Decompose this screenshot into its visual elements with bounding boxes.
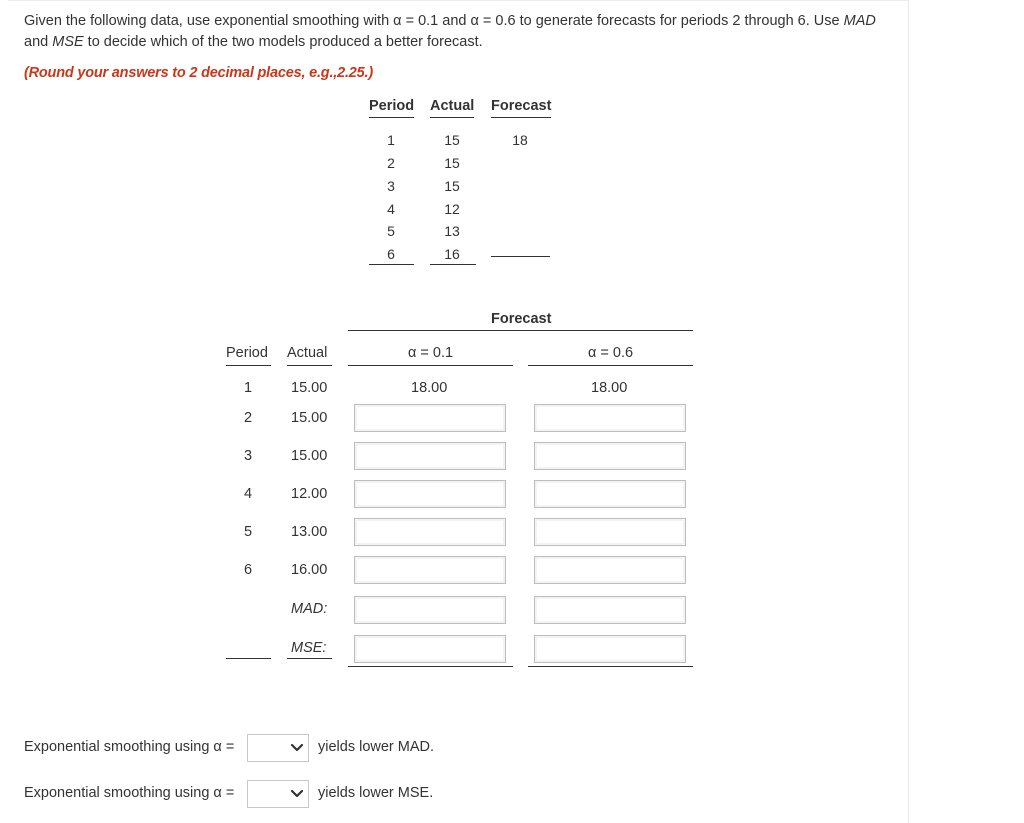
alpha1-forecast-period-2-input[interactable] bbox=[354, 404, 506, 432]
alpha1-mse-input[interactable] bbox=[354, 635, 506, 663]
data-initial-forecast: 18 bbox=[512, 132, 528, 148]
alpha2-forecast-period-2-input[interactable] bbox=[534, 404, 686, 432]
data-actual-underline bbox=[430, 264, 476, 265]
chevron-down-icon bbox=[290, 740, 304, 754]
mad-label: MAD: bbox=[291, 601, 328, 617]
data-period: 3 bbox=[387, 178, 395, 194]
alpha1-initial-forecast: 18.00 bbox=[411, 380, 448, 396]
alpha1-forecast-period-6-input[interactable] bbox=[354, 556, 506, 584]
alpha1-forecast-period-3-input[interactable] bbox=[354, 442, 506, 470]
period-header-rule bbox=[226, 365, 271, 366]
conclusion-mse-prefix: Exponential smoothing using α = bbox=[24, 785, 235, 801]
actual-cell: 15.00 bbox=[291, 448, 328, 464]
rounding-note: (Round your answers to 2 decimal places, e.g.,2.25.) bbox=[24, 65, 373, 81]
period-cell: 5 bbox=[244, 524, 253, 540]
data-period-underline bbox=[369, 264, 414, 265]
data-header-period: Period bbox=[369, 98, 414, 118]
data-period: 1 bbox=[387, 132, 395, 148]
period-cell: 2 bbox=[244, 410, 253, 426]
data-actual: 15 bbox=[444, 132, 460, 148]
data-actual: 15 bbox=[444, 178, 460, 194]
data-forecast-underline bbox=[491, 256, 550, 257]
period-cell: 3 bbox=[244, 448, 253, 464]
data-header-forecast: Forecast bbox=[491, 98, 551, 118]
data-header-actual: Actual bbox=[430, 98, 474, 118]
alpha2-mad-input[interactable] bbox=[534, 596, 686, 624]
period-cell: 4 bbox=[244, 486, 253, 502]
mse-label: MSE: bbox=[291, 640, 327, 656]
col-header-alpha-0-6: α = 0.6 bbox=[588, 345, 634, 361]
data-period: 2 bbox=[387, 155, 395, 171]
data-actual: 12 bbox=[444, 201, 460, 217]
alpha2-header-rule bbox=[528, 365, 693, 366]
conclusion-mse-select[interactable] bbox=[247, 780, 309, 808]
data-period: 5 bbox=[387, 223, 395, 239]
alpha2-forecast-period-6-input[interactable] bbox=[534, 556, 686, 584]
col-header-period: Period bbox=[226, 345, 268, 361]
actual-cell: 13.00 bbox=[291, 524, 328, 540]
actual-cell: 15.00 bbox=[291, 380, 328, 396]
question-text: Given the following data, use exponential smoothing with α = 0.1 and α = 0.6 to generate forecasts for periods 2 through 6. Use MAD and MSE to decide which of the two models produced a better forecast. bbox=[24, 13, 876, 50]
conclusion-mad-suffix: yields lower MAD. bbox=[318, 739, 435, 755]
actual-header-rule bbox=[287, 365, 332, 366]
alpha2-forecast-period-5-input[interactable] bbox=[534, 518, 686, 546]
alpha2-mse-input[interactable] bbox=[534, 635, 686, 663]
alpha1-mad-input[interactable] bbox=[354, 596, 506, 624]
actual-cell: 15.00 bbox=[291, 410, 328, 426]
alpha2-bottom-rule bbox=[528, 666, 693, 667]
col-header-alpha-0-1: α = 0.1 bbox=[408, 345, 454, 361]
actual-cell: 16.00 bbox=[291, 562, 328, 578]
conclusion-mse-suffix: yields lower MSE. bbox=[318, 785, 434, 801]
alpha2-initial-forecast: 18.00 bbox=[591, 380, 628, 396]
data-actual: 15 bbox=[444, 155, 460, 171]
forecast-title-rule bbox=[348, 330, 693, 331]
data-actual: 16 bbox=[444, 246, 460, 262]
period-cell: 1 bbox=[244, 380, 253, 396]
data-actual: 13 bbox=[444, 223, 460, 239]
alpha1-forecast-period-5-input[interactable] bbox=[354, 518, 506, 546]
alpha1-bottom-rule bbox=[348, 666, 513, 667]
conclusion-mad-prefix: Exponential smoothing using α = bbox=[24, 739, 235, 755]
alpha1-header-rule bbox=[348, 365, 513, 366]
data-period: 4 bbox=[387, 201, 395, 217]
period-bottom-rule bbox=[226, 658, 271, 659]
data-period: 6 bbox=[387, 246, 395, 262]
forecast-title: Forecast bbox=[491, 311, 552, 327]
alpha2-forecast-period-4-input[interactable] bbox=[534, 480, 686, 508]
chevron-down-icon bbox=[290, 786, 304, 800]
conclusion-mad-select[interactable] bbox=[247, 734, 309, 762]
actual-cell: 12.00 bbox=[291, 486, 328, 502]
actual-bottom-rule bbox=[287, 658, 332, 659]
alpha1-forecast-period-4-input[interactable] bbox=[354, 480, 506, 508]
col-header-actual: Actual bbox=[287, 345, 328, 361]
period-cell: 6 bbox=[244, 562, 253, 578]
alpha2-forecast-period-3-input[interactable] bbox=[534, 442, 686, 470]
